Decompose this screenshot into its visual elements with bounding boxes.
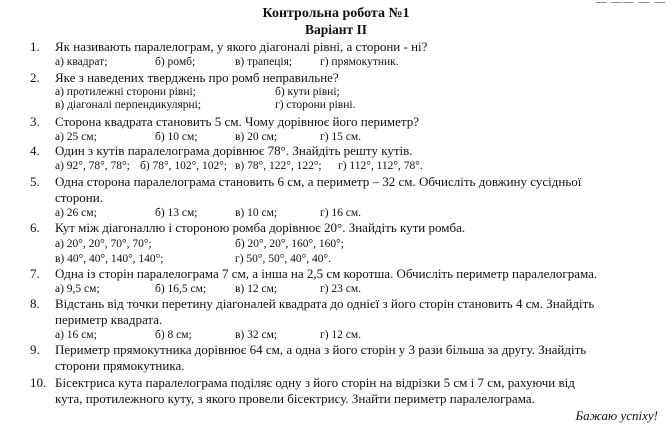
question-line: кута, протилежного куту, з якого провели бісектрису. Знайти периметр паралелограма. <box>55 391 535 406</box>
question-text <box>55 39 664 55</box>
question-line: Одна із сторін паралелограма 7 см, а інша на 2,5 см коротша. Обчисліть периметр паралелограма. <box>55 266 598 281</box>
answer-option: в) діагоналі перпендикулярні; <box>55 99 202 111</box>
answer-option: г) 15 см. <box>320 131 362 143</box>
answer-option: б) ромб; <box>155 56 196 68</box>
question-line: Як називають паралелограм, у якого діагоналі рівні, а сторони - ні? <box>55 39 428 54</box>
answer-option: г) 50°, 50°, 40°, 40°. <box>235 253 331 265</box>
question-number: 10. <box>30 375 47 390</box>
question-number: 4. <box>30 143 40 158</box>
question-text <box>55 70 664 86</box>
question-number: 1. <box>30 39 40 54</box>
question-line: сторони прямокутника. <box>55 358 185 373</box>
question-number: 9. <box>30 342 40 357</box>
question-text <box>55 114 664 130</box>
question-text <box>55 220 664 236</box>
answer-option: б) кути рівні; <box>275 86 340 98</box>
answer-option: а) 25 см; <box>55 131 97 143</box>
question-line: Одна сторона паралелограма становить 6 см, а периметр – 32 см. Обчисліть довжину сусідньої <box>55 174 582 189</box>
answer-option: б) 13 см; <box>155 207 198 219</box>
question-line: Один з кутів паралелограма дорівнює 78°. Знайдіть решту кутів. <box>55 143 413 158</box>
answer-option: в) 12 см; <box>235 283 278 295</box>
question-line: Бісектриса кута паралелограма поділяє одну з його сторін на відрізки 5 см і 7 см, рахуючи від <box>55 375 575 390</box>
question-number: 7. <box>30 266 40 281</box>
question-line: периметр квадрата. <box>55 312 163 327</box>
question-text <box>55 375 664 407</box>
question-text <box>55 342 664 374</box>
answer-option: а) 16 см; <box>55 329 97 341</box>
answer-option: в) 32 см; <box>235 329 278 341</box>
answer-option: б) 16,5 см; <box>155 283 207 295</box>
question-number: 8. <box>30 296 40 311</box>
answer-option: а) 9,5 см; <box>55 283 100 295</box>
question-text <box>55 296 664 328</box>
variant-heading: Варіант ІІ <box>304 22 368 37</box>
answer-option: а) 20°, 20°, 70°, 70°; <box>55 238 152 250</box>
answer-option: в) 40°, 40°, 140°, 140°; <box>55 253 164 265</box>
question-text <box>55 266 664 282</box>
answer-option: г) сторони рівні. <box>275 99 356 111</box>
question-line: Периметр прямокутника дорівнює 64 см, а одна з його сторін у 3 рази більша за другу. Знайдіть <box>55 342 587 357</box>
answer-option: г) 12 см. <box>320 329 362 341</box>
question-number: 6. <box>30 220 40 235</box>
answer-option: б) 8 см; <box>155 329 192 341</box>
answer-option: б) 78°, 102°, 102°; <box>140 160 228 172</box>
top-corner-scribble: — —— — — <box>595 0 666 8</box>
question-number: 2. <box>30 70 40 85</box>
answer-option: в) 78°, 122°, 122°; <box>235 160 322 172</box>
answer-option: а) квадрат; <box>55 56 108 68</box>
question-line: Відстань від точки перетину діагоналей квадрата до однієї з його сторін становить 4 см. Знайдіть <box>55 296 595 311</box>
answer-option: а) 92°, 78°, 78°; <box>55 160 130 172</box>
question-line: Яке з наведених тверджень про ромб неправильне? <box>55 70 339 85</box>
answer-option: г) 112°, 112°, 78°. <box>338 160 423 172</box>
answer-option: г) 23 см. <box>320 283 362 295</box>
question-text <box>55 174 664 206</box>
question-line: сторони. <box>55 190 103 205</box>
answer-option: а) протилежні сторони рівні; <box>55 86 196 98</box>
answer-option: в) 10 см; <box>235 207 278 219</box>
question-number: 5. <box>30 174 40 189</box>
question-line: Кут між діагоналлю і стороною ромба дорівнює 20°. Знайдіть кути ромба. <box>55 220 466 235</box>
answer-option: а) 26 см; <box>55 207 97 219</box>
page-title: Контрольна робота №1 <box>262 6 410 21</box>
question-text <box>55 143 664 159</box>
answer-option: в) трапеція; <box>235 56 293 68</box>
answer-option: г) прямокутник. <box>320 56 399 68</box>
closing-wish: Бажаю успіху! <box>575 408 658 423</box>
answer-option: б) 10 см; <box>155 131 198 143</box>
answer-option: г) 16 см. <box>320 207 362 219</box>
question-line: Сторона квадрата становить 5 см. Чому дорівнює його периметр? <box>55 114 420 129</box>
question-number: 3. <box>30 114 40 129</box>
answer-option: б) 20°, 20°, 160°, 160°; <box>235 238 344 250</box>
answer-option: в) 20 см; <box>235 131 278 143</box>
